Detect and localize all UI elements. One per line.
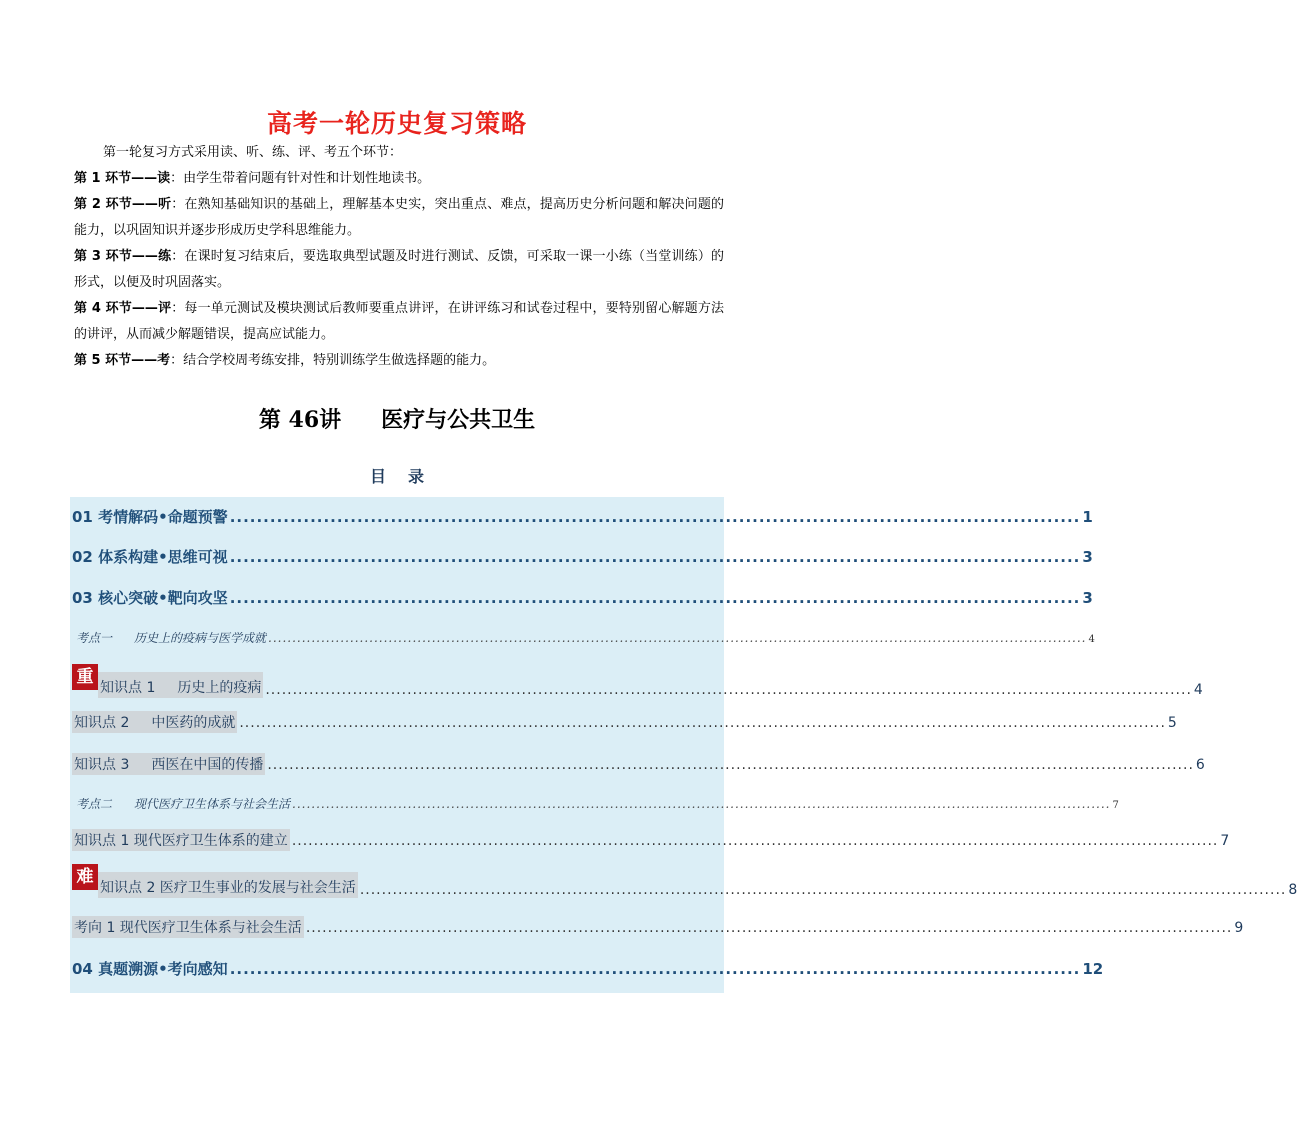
toc-entry-label: 知识点 1 现代医疗卫生体系的建立 (72, 829, 290, 851)
strategy-step-1 (74, 166, 724, 192)
toc-entry-page: 8 (1288, 882, 1297, 898)
toc-heading: 目录 (369, 467, 446, 486)
toc-entry[interactable]: 考向 1 现代医疗卫生体系与社会生活 .......................................................................................................................................................................... 9 (72, 916, 722, 938)
step-label: 第 3 环节——练 (74, 249, 172, 264)
step-text: ：由学生带着问题有针对性和计划性地读书。 (170, 171, 431, 186)
toc-entry-page: 7 (1220, 833, 1230, 849)
toc-entry[interactable]: 考点二 现代医疗卫生体系与社会生活 .......................................................................................................................................................................... 7 (76, 797, 1119, 811)
toc-entry-label: 03 核心突破•靶向攻坚 (72, 589, 228, 607)
step-label: 第 4 环节——评 (74, 301, 172, 316)
toc-entry[interactable]: 知识点 3 西医在中国的传播 .......................................................................................................................................................................... 6 (72, 753, 722, 775)
toc-entry-label: 知识点 2 (74, 715, 130, 731)
lecture-prefix: 第 (258, 408, 281, 433)
step-label: 第 1 环节——读 (74, 171, 171, 186)
toc-entry-label: 知识点 1 (100, 680, 156, 696)
lecture-name: 医疗与公共卫生 (381, 408, 536, 433)
toc-entry-sublabel: 历史上的疫病 (177, 680, 262, 696)
toc-entry-page: 1 (1082, 508, 1093, 526)
toc-entry-page: 4 (1088, 634, 1095, 645)
toc-entry-page: 9 (1234, 920, 1244, 936)
lecture-suffix: 讲 (319, 408, 342, 433)
toc-entry-page: 7 (1112, 800, 1119, 811)
toc-entry-sublabel: 现代医疗卫生体系与社会生活 (134, 797, 291, 811)
lecture-title (0, 404, 794, 437)
difficult-point-badge: 难 (72, 864, 98, 890)
step-text: ：结合学校周考练安排，特别训练学生做选择题的能力。 (170, 353, 496, 368)
strategy-intro: 第一轮复习方式采用读、听、练、评、考五个环节： (103, 145, 403, 160)
toc-entry[interactable]: 知识点 1 现代医疗卫生体系的建立 .......................................................................................................................................................................... 7 (72, 829, 722, 851)
toc-entry[interactable]: 考点一 历史上的疫病与医学成就 .......................................................................................................................................................................... 4 (76, 631, 1095, 645)
toc-entry-page: 12 (1082, 960, 1104, 978)
lecture-number: 46 (288, 407, 320, 433)
toc-entry-label: 02 体系构建•思维可视 (72, 548, 228, 566)
toc-entry[interactable]: 知识点 2 中医药的成就 .......................................................................................................................................................................... 5 (72, 711, 722, 733)
toc-entry[interactable]: 03 核心突破•靶向攻坚 ............................................................................................................................... 3 (72, 589, 1093, 607)
toc-entry-page: 3 (1082, 589, 1093, 607)
toc-entry-label: 04 真题溯源•考向感知 (72, 960, 228, 978)
toc-entry-label: 考点二 (76, 797, 113, 811)
toc-entry-sublabel: 西医在中国的传播 (151, 757, 264, 773)
toc-entry[interactable]: 难 知识点 2 医疗卫生事业的发展与社会生活 .......................................................................................................................................................................... 8 (72, 864, 722, 898)
toc-entry-page: 3 (1082, 548, 1093, 566)
strategy-step-2 (74, 192, 724, 244)
key-point-badge: 重 (72, 664, 98, 690)
toc-entry-label: 考向 1 现代医疗卫生体系与社会生活 (72, 916, 304, 938)
step-text: ：每一单元测试及模块测试后教师要重点讲评，在讲评练习和试卷过程中，要特别留心解题方法的讲评，从而减少解题错误，提高应试能力。 (74, 301, 724, 342)
step-label: 第 5 环节——考 (74, 353, 171, 368)
step-text: ：在熟知基础知识的基础上，理解基本史实，突出重点、难点，提高历史分析问题和解决问题的能力，以巩固知识并逐步形成历史学科思维能力。 (74, 197, 724, 238)
page-title: 高考一轮历史复习策略 (266, 109, 527, 138)
toc-entry[interactable]: 02 体系构建•思维可视 ............................................................................................................................... 3 (72, 548, 1093, 566)
step-label: 第 2 环节——听 (74, 197, 172, 212)
toc-entry-label: 01 考情解码•命题预警 (72, 508, 228, 526)
toc-entry[interactable]: 重 知识点 1 历史上的疫病 .......................................................................................................................................................................... 4 (72, 664, 722, 698)
strategy-step-4 (74, 296, 724, 348)
strategy-step-3 (74, 244, 724, 296)
strategy-step-5 (74, 348, 724, 374)
toc-entry-sublabel: 中医药的成就 (151, 715, 236, 731)
toc-entry-label: 知识点 2 医疗卫生事业的发展与社会生活 (98, 872, 358, 898)
toc-entry[interactable]: 01 考情解码•命题预警 ............................................................................................................................... 1 (72, 508, 1093, 526)
toc-entry-page: 5 (1167, 715, 1177, 731)
toc-entry-label: 考点一 (76, 631, 113, 645)
toc-entry[interactable]: 04 真题溯源•考向感知 ............................................................................................................................... 12 (72, 960, 1104, 978)
toc-entry-sublabel: 历史上的疫病与医学成就 (134, 631, 267, 645)
toc-entry-page: 6 (1195, 757, 1205, 773)
toc-entry-page: 4 (1193, 682, 1203, 698)
step-text: ：在课时复习结束后，要选取典型试题及时进行测试、反馈，可采取一课一小练（当堂训练）的形式，以便及时巩固落实。 (74, 249, 724, 290)
toc-entry-label: 知识点 3 (74, 757, 130, 773)
